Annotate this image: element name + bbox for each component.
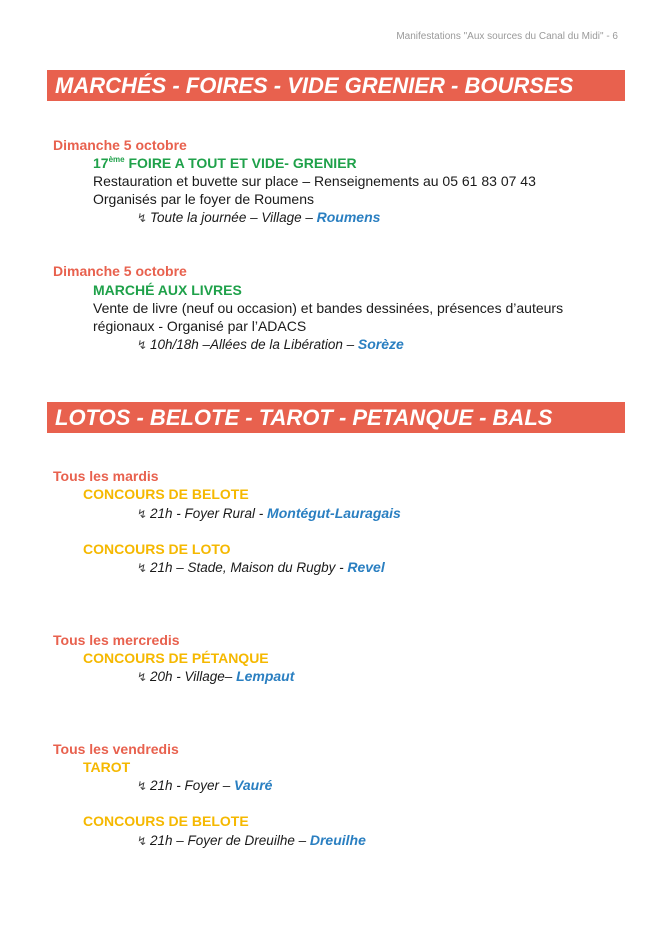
event-title: CONCOURS DE BELOTE <box>83 486 249 502</box>
event-time-location <box>136 209 380 225</box>
event-time: Toute la journée – Village – <box>150 210 317 225</box>
clock-icon: ↯ <box>136 561 148 575</box>
section-banner-markets: MARCHÉS - FOIRES - VIDE GRENIER - BOURSES <box>47 70 625 101</box>
event-title-number: 17 <box>93 155 109 171</box>
event-time-location <box>136 832 366 848</box>
event-place: Montégut-Lauragais <box>267 505 401 521</box>
section-banner-games: LOTOS - BELOTE - TAROT - PETANQUE - BALS <box>47 402 625 433</box>
clock-icon: ↯ <box>136 670 148 684</box>
clock-icon: ↯ <box>136 211 148 225</box>
event-description: Vente de livre (neuf ou occasion) et bandes dessinées, présences d’auteurs <box>93 300 564 316</box>
event-place: Sorèze <box>357 336 404 352</box>
event-time-location <box>136 505 401 521</box>
event-time-location <box>136 336 404 352</box>
event-title-text: FOIRE A TOUT ET VIDE- GRENIER <box>128 155 357 171</box>
event-title-ordinal: ème <box>108 155 125 164</box>
clock-icon: ↯ <box>136 779 148 793</box>
event-place: Dreuilhe <box>309 832 366 848</box>
event-description: Restauration et buvette sur place – Renseignements au 05 61 83 07 43 <box>93 173 536 189</box>
event-title: CONCOURS DE PÉTANQUE <box>83 650 269 666</box>
event-time-location <box>136 777 272 793</box>
event-time: 21h – Foyer de Dreuilhe – <box>150 833 310 848</box>
event-place: Roumens <box>316 209 381 225</box>
event-title: MARCHÉ AUX LIVRES <box>93 282 242 298</box>
event-day: Dimanche 5 octobre <box>53 263 187 279</box>
event-day: Dimanche 5 octobre <box>53 137 187 153</box>
event-time: 21h - Foyer Rural - <box>150 506 268 521</box>
event-description: régionaux - Organisé par l’ADACS <box>93 318 307 334</box>
event-title: CONCOURS DE LOTO <box>83 541 231 557</box>
event-time-location <box>136 559 385 575</box>
event-time: 21h - Foyer – <box>150 778 235 793</box>
event-place: Revel <box>347 559 385 575</box>
event-title <box>93 155 357 171</box>
event-time-location <box>136 668 294 684</box>
event-description: Organisés par le foyer de Roumens <box>93 191 314 207</box>
event-day: Tous les vendredis <box>53 741 179 757</box>
clock-icon: ↯ <box>136 507 148 521</box>
clock-icon: ↯ <box>136 834 148 848</box>
page-header-note: Manifestations "Aux sources du Canal du Midi" - 6 <box>396 31 618 42</box>
event-time: 10h/18h –Allées de la Libération – <box>150 337 358 352</box>
event-time: 20h - Village– <box>150 669 237 684</box>
event-time: 21h – Stade, Maison du Rugby - <box>150 560 348 575</box>
event-place: Vauré <box>234 777 273 793</box>
event-title: CONCOURS DE BELOTE <box>83 813 249 829</box>
event-place: Lempaut <box>236 668 295 684</box>
event-day: Tous les mardis <box>53 468 159 484</box>
event-day: Tous les mercredis <box>53 632 180 648</box>
clock-icon: ↯ <box>136 338 148 352</box>
event-title: TAROT <box>83 759 131 775</box>
